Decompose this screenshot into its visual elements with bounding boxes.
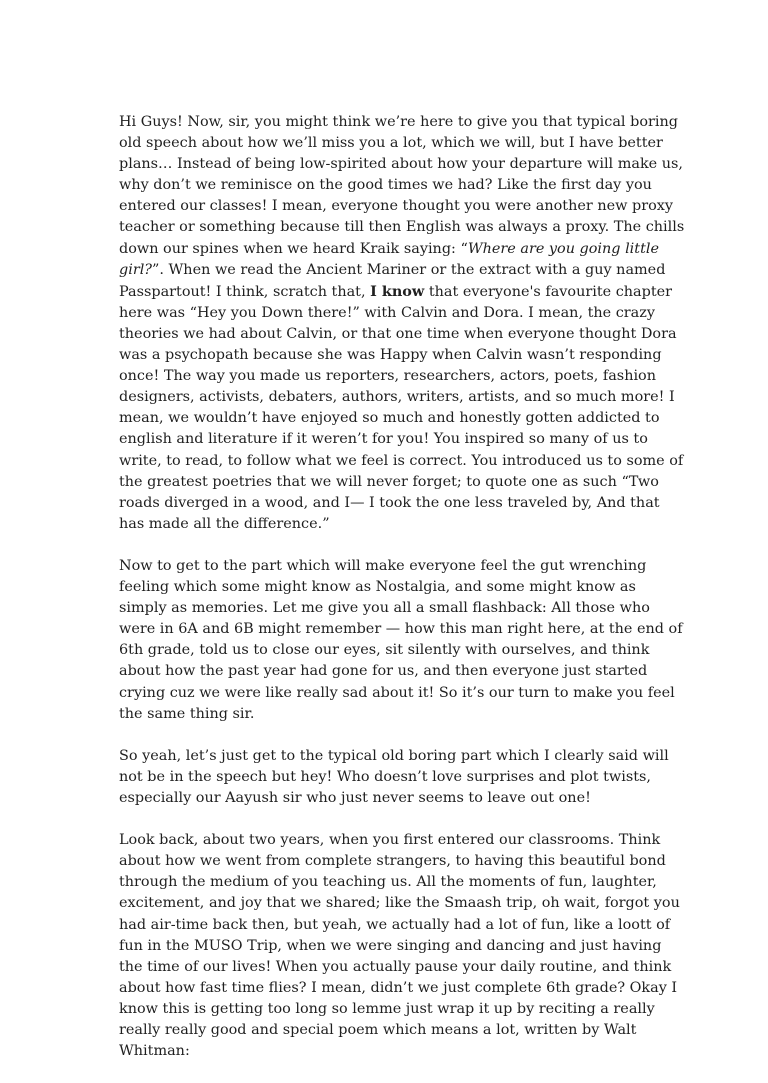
paragraph-1-text: Hi Guys! Now, sir, you might think we’re here to give you that typical boring old speech about how we’ll miss you a lot, which we will, but I have better plans… Instead of being low-spirited about how your departure will make us, why don’t we reminisce on the good times we had? Like the first day you entered our classes! I mean, everyone thought you were another new proxy teacher or something because till then English was always a proxy. The chills down our spines when we heard Kraik saying: “ xyxy=(119,114,685,257)
paragraph-3-text: So yeah, let’s just get to the typical old boring part which I clearly said will not be in the speech but hey! Who doesn’t love surprises and plot twists, especially our Aayush sir who just never seems to leave out one! xyxy=(119,747,669,806)
paragraph-2-text: Now to get to the part which will make everyone feel the gut wrenching feeling which some might know as Nostalgia, and some might know as simply as memories. Let me give you all a small flashback: All those who were in 6A and 6B might remember — how this man right here, at the end of 6th grade, told us to close our eyes, sit silently with ourselves, and think about how the past year had gone for us, and then everyone just started crying cuz we were like really sad about it! So it’s our turn to make you feel the same thing sir. xyxy=(119,557,683,722)
paragraph-1 xyxy=(119,112,685,535)
paragraph-4-text: Look back, about two years, when you first entered our classrooms. Think about how we went from complete strangers, to having this beautiful bond through the medium of you teaching us. All the moments of fun, laughter, excitement, and joy that we shared; like the Smaash trip, oh wait, forgot you had air-time back then, but yeah, we actually had a lot of fun, like a loott of fun in the MUSO Trip, when we were singing and dancing and just having the time of our lives! When you actually pause your daily routine, and think about how fast time flies? I mean, didn’t we just complete 6th grade? Okay I know this is getting too long so lemme just wrap it up by reciting a really really really good and special poem which means a lot, written by Walt Whitman: xyxy=(119,832,680,1060)
document-body xyxy=(119,112,685,1083)
paragraph-2 xyxy=(119,556,685,725)
paragraph-1-quote-italic: Where are you going little girl? xyxy=(119,240,659,278)
paragraph-1-text-2: ”. When we read the Ancient Mariner or the extract with a guy named Passpartout! I think, scratch that, xyxy=(119,261,666,300)
paragraph-1-text-3: that everyone's favourite chapter here was “Hey you Down there!” with Calvin and Dora. I mean, the crazy theories we had about Calvin, or that one time when everyone thought Dora was a psychopath because she was Happy when Calvin wasn’t responding once! The way you made us reporters, researchers, actors, poets, fashion designers, activists, debaters, authors, writers, artists, and so much more! I mean, we wouldn’t have enjoyed so much and honestly gotten addicted to english and literature if it weren’t for you! You inspired so many of us to write, to read, to follow what we feel is correct. You introduced us to some of the greatest poetries that we will never forget; to quote one as such “Two roads diverged in a wood, and I— I took the one less traveled by, And that has made all the difference.” xyxy=(119,283,684,532)
paragraph-1-bold-phrase: I know xyxy=(370,282,425,300)
paragraph-3 xyxy=(119,746,685,809)
paragraph-4 xyxy=(119,830,685,1062)
